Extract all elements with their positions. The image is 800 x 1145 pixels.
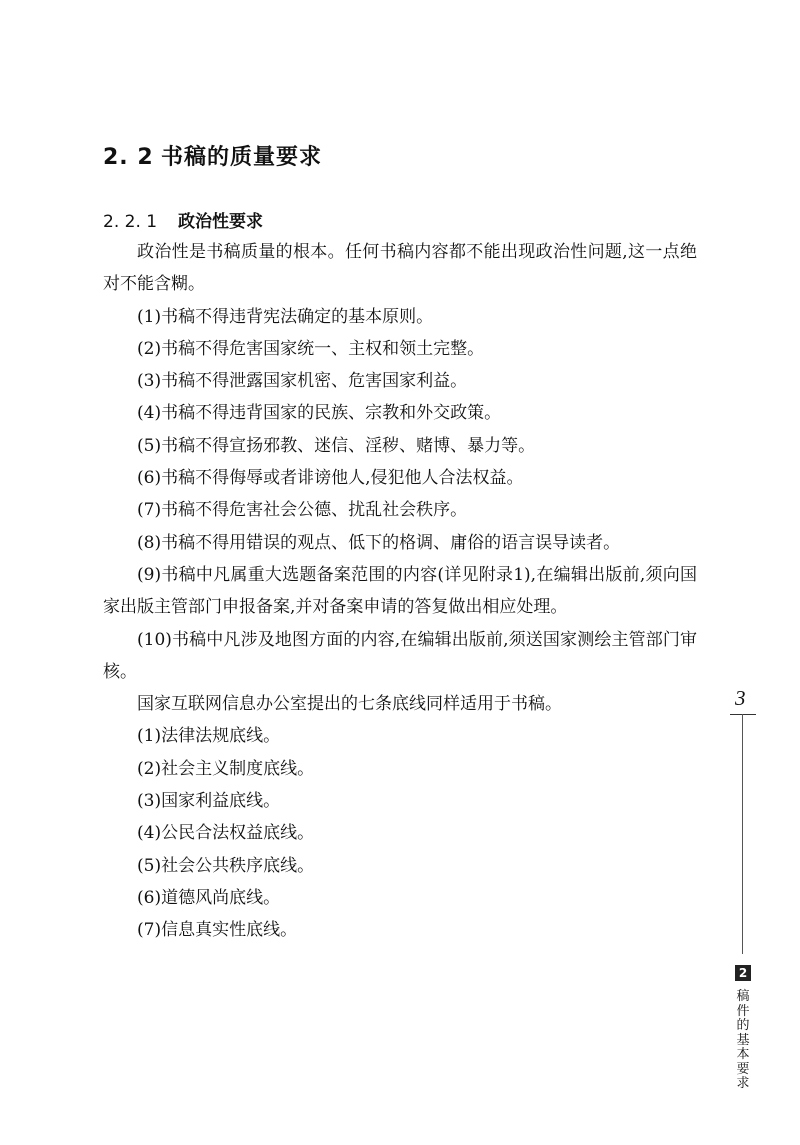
paragraph: (7)书稿不得危害社会公德、扰乱社会秩序。 bbox=[137, 500, 468, 521]
paragraph: (4)公民合法权益底线。 bbox=[137, 823, 315, 844]
paragraph: (10)书稿中凡涉及地图方面的内容,在编辑出版前,须送国家测绘主管部门审核。 bbox=[103, 629, 697, 682]
chapter-marker: 2 bbox=[735, 965, 751, 981]
paragraph: (1)法律法规底线。 bbox=[137, 726, 281, 747]
subsection-heading bbox=[103, 207, 263, 232]
subsection-title: 政治性要求 bbox=[178, 212, 263, 232]
paragraph: (2)书稿不得危害国家统一、主权和领土完整。 bbox=[137, 338, 485, 359]
paragraph: (7)信息真实性底线。 bbox=[137, 920, 298, 941]
section-number: 2. 2 bbox=[103, 145, 154, 170]
paragraph: 国家互联网信息办公室提出的七条底线同样适用于书稿。 bbox=[137, 694, 562, 715]
section-heading bbox=[103, 140, 322, 171]
page-number: 3 bbox=[735, 686, 746, 710]
paragraph: (3)国家利益底线。 bbox=[137, 791, 281, 812]
running-head: 稿件的基本要求 bbox=[736, 989, 750, 1091]
body-text bbox=[103, 236, 697, 947]
paragraph: (8)书稿不得用错误的观点、低下的格调、庸俗的语言误导读者。 bbox=[137, 532, 621, 553]
paragraph: (5)书稿不得宣扬邪教、迷信、淫秽、赌博、暴力等。 bbox=[137, 435, 536, 456]
paragraph: (5)社会公共秩序底线。 bbox=[137, 855, 315, 876]
paragraph: (4)书稿不得违背国家的民族、宗教和外交政策。 bbox=[137, 403, 502, 424]
paragraph: (1)书稿不得违背宪法确定的基本原则。 bbox=[137, 306, 434, 327]
paragraph: (9)书稿中凡属重大选题备案范围的内容(详见附录1),在编辑出版前,须向国家出版主管部门申报备案,并对备案申请的答复做出相应处理。 bbox=[103, 564, 697, 618]
margin-rule bbox=[742, 714, 743, 954]
paragraph: (3)书稿不得泄露国家机密、危害国家利益。 bbox=[137, 371, 468, 392]
paragraph: (2)社会主义制度底线。 bbox=[137, 758, 315, 779]
paragraph: (6)书稿不得侮辱或者诽谤他人,侵犯他人合法权益。 bbox=[137, 468, 524, 489]
subsection-number: 2. 2. 1 bbox=[103, 212, 158, 232]
paragraph: (6)道德风尚底线。 bbox=[137, 887, 281, 908]
section-title: 书稿的质量要求 bbox=[161, 145, 323, 170]
page-number-rule bbox=[730, 714, 756, 715]
paragraph: 政治性是书稿质量的根本。任何书稿内容都不能出现政治性问题,这一点绝对不能含糊。 bbox=[103, 242, 697, 295]
